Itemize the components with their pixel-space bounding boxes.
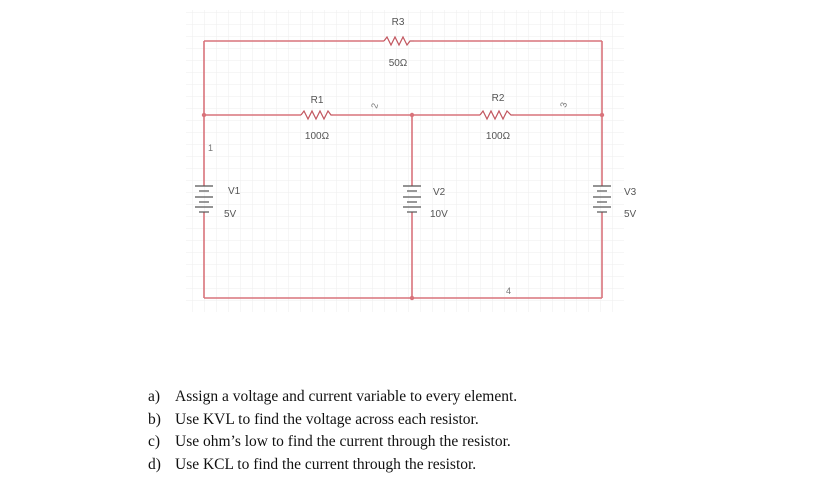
source-value: 5V xyxy=(224,209,237,220)
node-label: 2 xyxy=(369,102,381,110)
question-item xyxy=(148,431,517,454)
grid-background xyxy=(186,10,624,312)
question-letter: d) xyxy=(148,455,161,473)
node-label: 3 xyxy=(558,101,570,109)
question-text: Use KCL to find the current through the resistor. xyxy=(175,455,477,473)
junction-dot xyxy=(600,113,604,117)
question-letter: c) xyxy=(148,433,161,450)
resistor-label: R1 xyxy=(310,95,324,106)
question-item xyxy=(148,454,517,477)
question-item xyxy=(148,386,517,409)
source-label: V1 xyxy=(228,186,241,197)
junction-dot xyxy=(410,296,414,300)
question-letter: b) xyxy=(148,410,161,428)
question-text: Use KVL to find the voltage across each resistor. xyxy=(175,410,479,428)
resistor-value: 100Ω xyxy=(485,131,511,142)
question-list xyxy=(148,386,517,476)
source-label: V3 xyxy=(624,187,637,198)
junction-dot xyxy=(410,113,414,117)
source-value: 5V xyxy=(624,209,637,220)
question-text: Use ohm’s low to find the current through the resistor. xyxy=(175,433,511,450)
source-label: V2 xyxy=(433,187,446,198)
node-label: 4 xyxy=(506,286,512,296)
source-value: 10V xyxy=(430,209,448,220)
resistor-label: R2 xyxy=(491,93,505,104)
question-letter: a) xyxy=(148,388,161,405)
node-label: 1 xyxy=(208,143,214,153)
question-text: Assign a voltage and current variable to every element. xyxy=(175,388,518,405)
resistor-label: R3 xyxy=(391,17,405,28)
resistor-value: 100Ω xyxy=(304,131,330,142)
junction-dot xyxy=(202,113,206,117)
resistor-value: 50Ω xyxy=(388,58,408,69)
question-item xyxy=(148,409,517,432)
